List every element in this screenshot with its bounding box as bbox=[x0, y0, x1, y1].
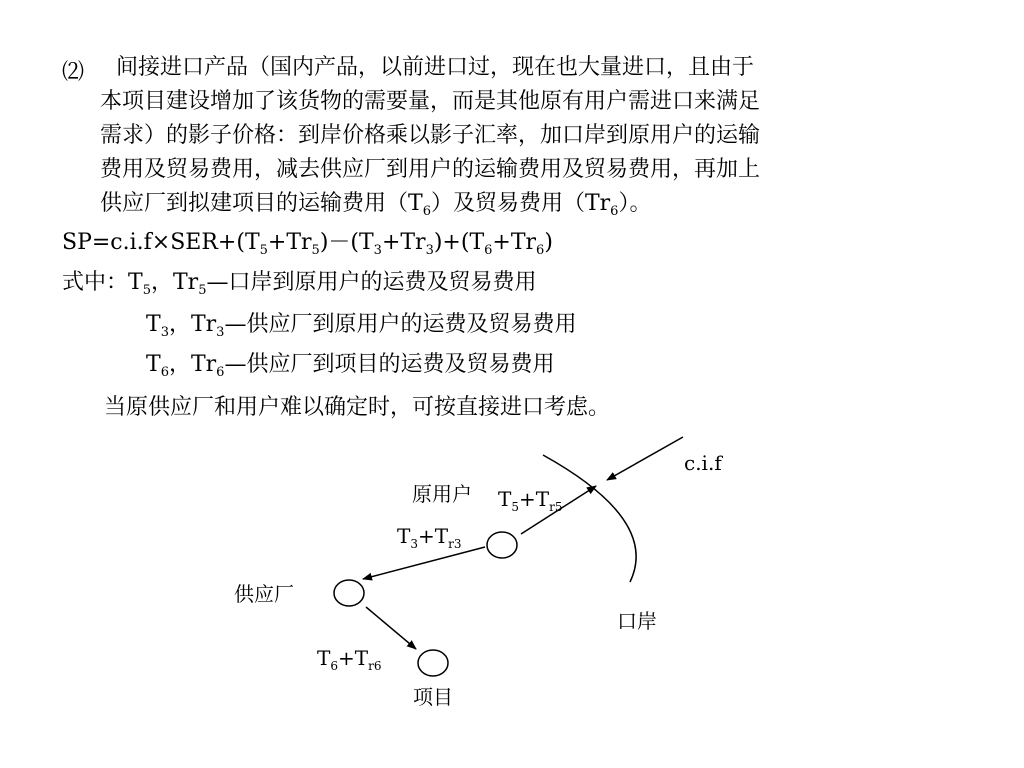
port-boundary-arc bbox=[543, 455, 636, 582]
supplier-to-project-arrow bbox=[366, 607, 416, 649]
original-user-node bbox=[487, 532, 517, 558]
paragraph-line-5: 供应厂到拟建项目的运输费用$(T_6)$及贸易费用$(Tr_6)$。 bbox=[100, 191, 652, 219]
paragraph-marker: ⑵ bbox=[62, 60, 85, 85]
legend-line-1: 式中：$T_5$，$Tr_5—$口岸到原用户的运费及贸易费用 bbox=[62, 270, 537, 298]
legend-line-3: $T_6$，$Tr_6—$供应厂到项目的运费及贸易费用 bbox=[146, 352, 555, 380]
supplier-label: 供应厂 bbox=[234, 582, 294, 606]
cif-label: c.i.f bbox=[684, 451, 722, 475]
supplier-project-flow-label: $T_6+T_{r6}$ bbox=[317, 646, 382, 673]
user-to-supplier-arrow bbox=[363, 547, 485, 579]
port-user-flow-label: $T_5+T_{r5}$ bbox=[498, 487, 563, 514]
port-label: 口岸 bbox=[617, 609, 657, 633]
user-supplier-flow-label: $T_3+T_{r3}$ bbox=[397, 524, 462, 551]
original-user-label: 原用户 bbox=[412, 482, 472, 506]
paragraph-line-2: 本项目建设增加了该货物的需要量，而是其他原有用户需进口来满足 bbox=[100, 89, 761, 114]
supplier-node bbox=[334, 580, 364, 606]
project-label: 项目 bbox=[413, 685, 453, 709]
paragraph-line-3: 需求）的影子价格：到岸价格乘以影子汇率，加口岸到原用户的运输 bbox=[100, 123, 761, 148]
project-node bbox=[418, 650, 448, 676]
cif-arrow bbox=[607, 437, 683, 480]
note-line: 当原供应厂和用户难以确定时，可按直接进口考虑。 bbox=[104, 395, 611, 420]
shadow-price-formula: $SP=c.i.f\times SER+(T_5+Tr_5)-(T_3+Tr_3)+(T_6+Tr_6)$ bbox=[62, 230, 553, 258]
paragraph-line-1: 间接进口产品（国内产品，以前进口过，现在也大量进口，且由于 bbox=[116, 55, 755, 80]
paragraph-line-4: 费用及贸易费用，减去供应厂到用户的运输费用及贸易费用，再加上 bbox=[100, 157, 761, 182]
legend-line-2: $T_3$，$Tr_3—$供应厂到原用户的运费及贸易费用 bbox=[146, 312, 577, 340]
